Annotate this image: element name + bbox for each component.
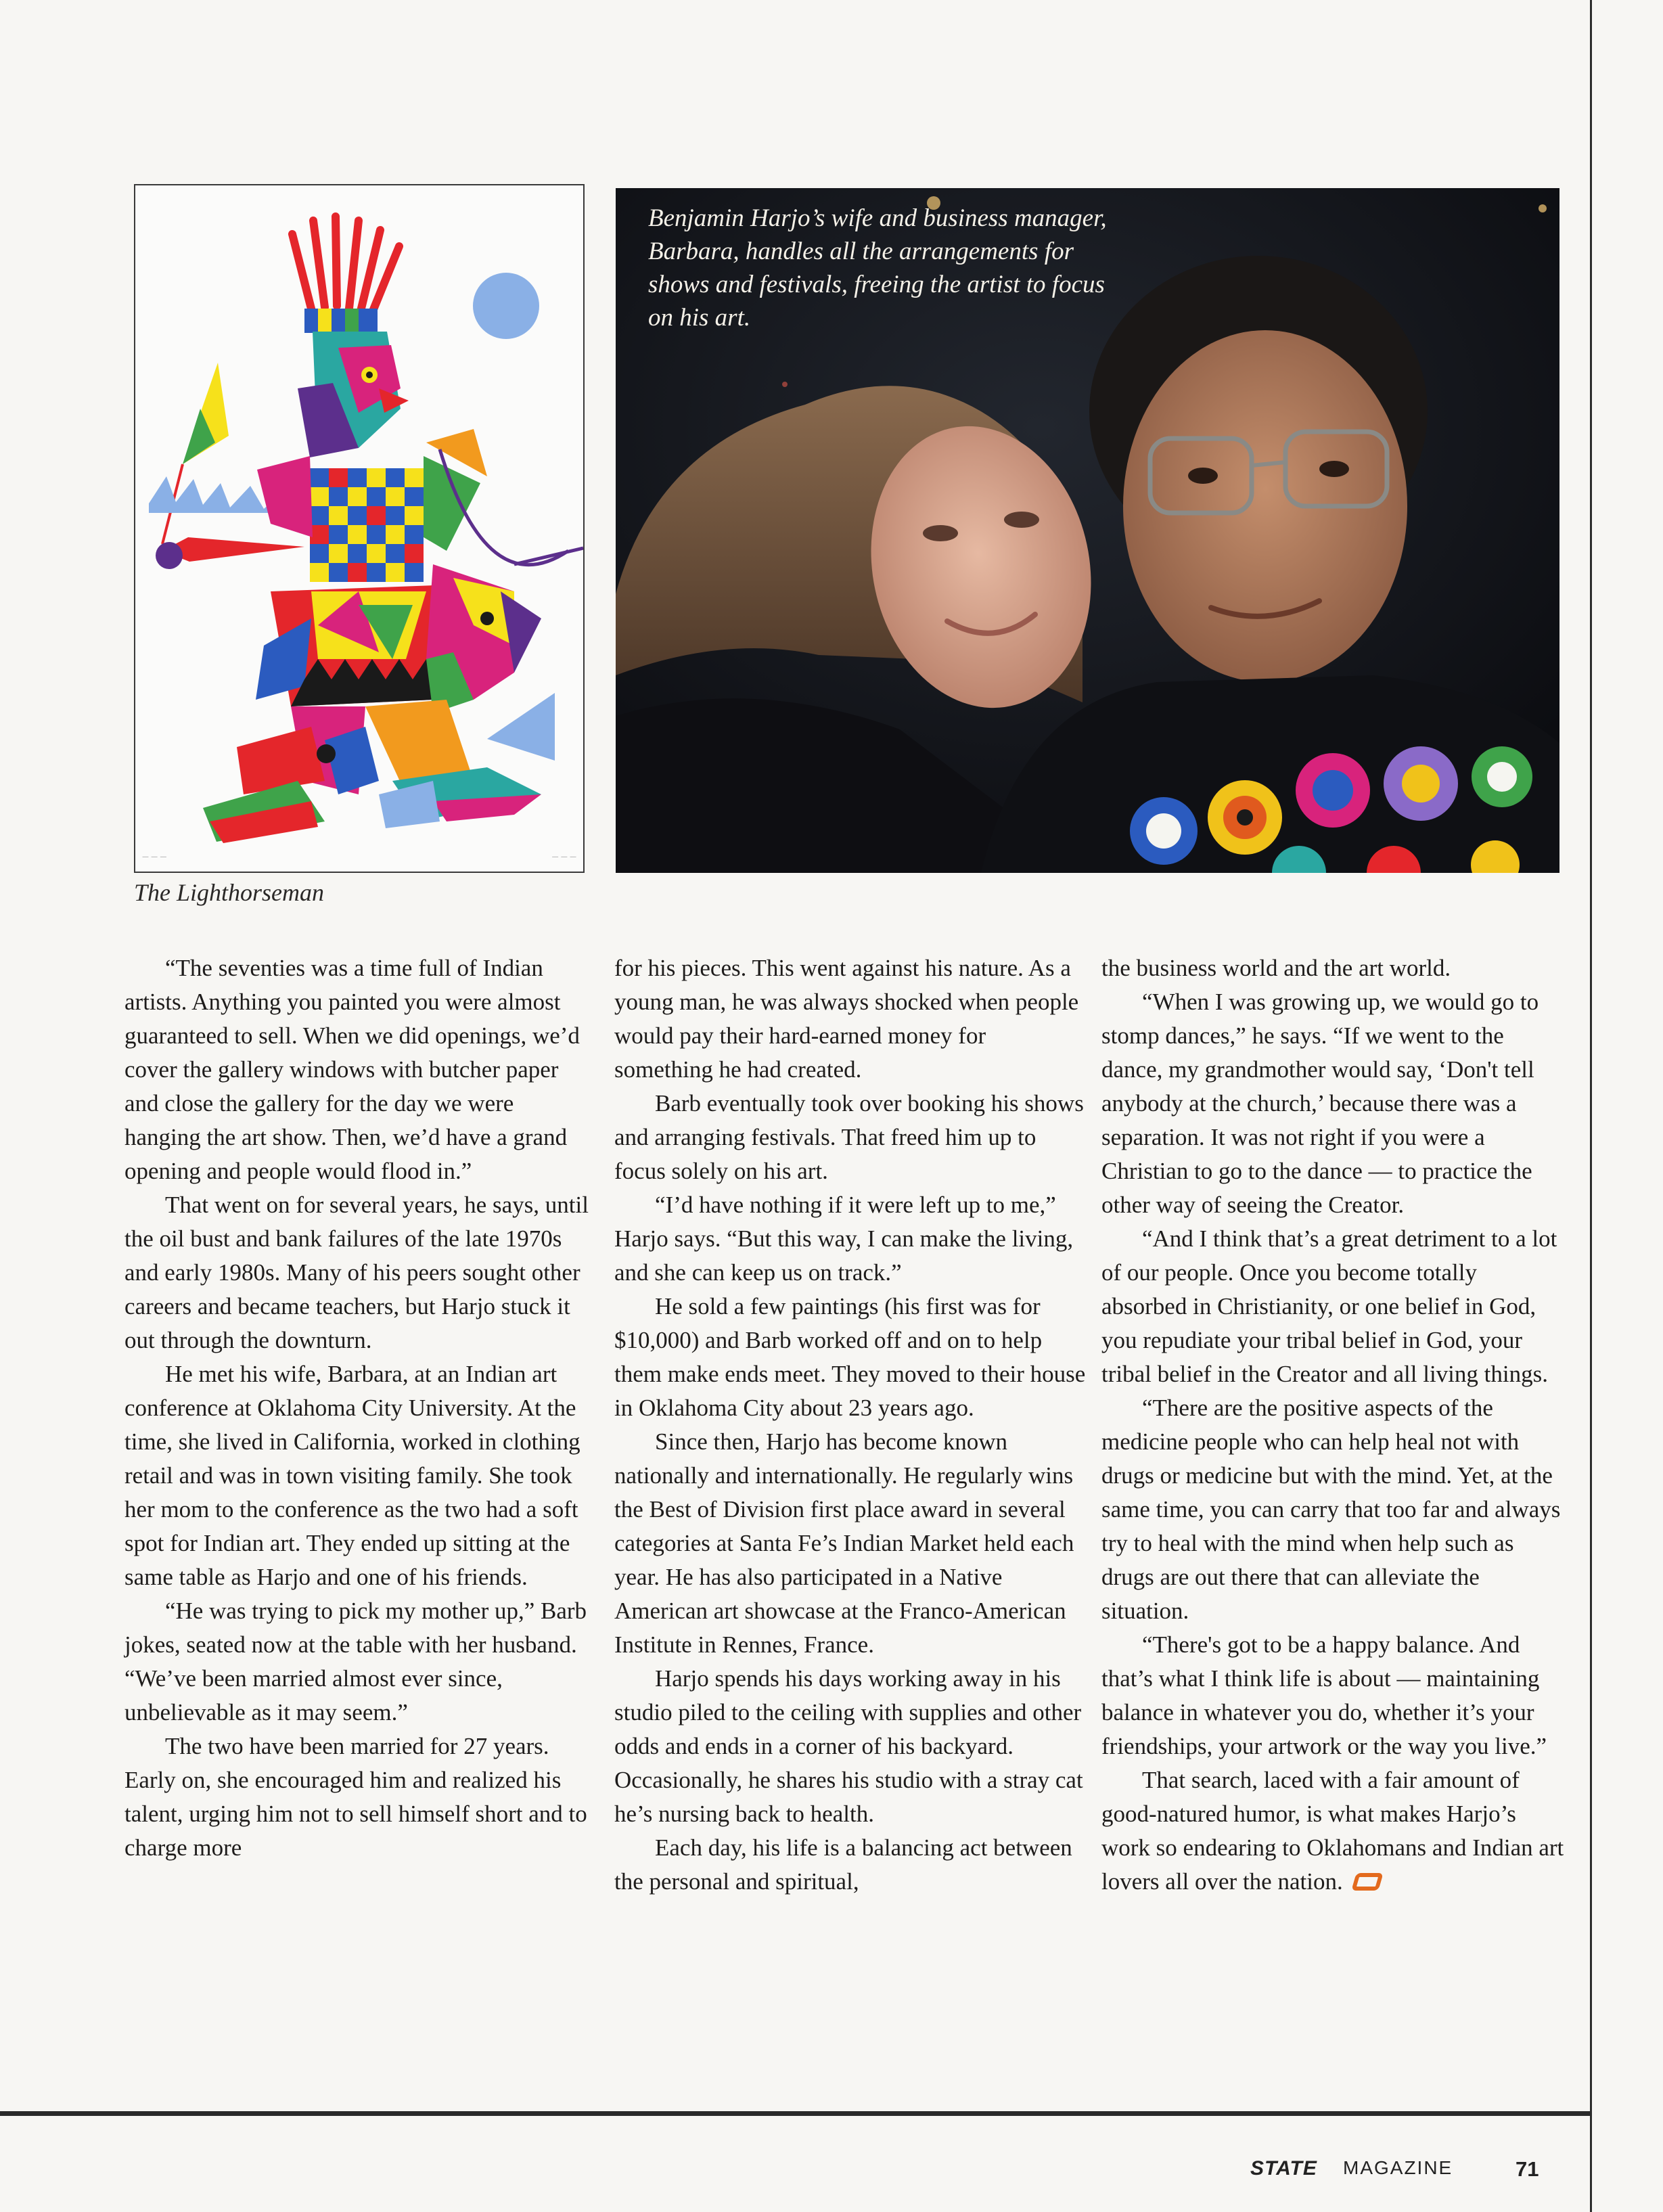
article-paragraph [614,1831,1088,1899]
horse-head-icon [426,564,541,713]
article-paragraph [614,1425,1088,1662]
article-paragraph [1101,951,1568,985]
portrait-photo [616,188,1559,873]
article-column-2 [614,951,1088,1899]
article-paragraph [614,951,1088,1087]
article-paragraph [1101,1763,1568,1899]
article-paragraph [614,1188,1088,1290]
article-paragraph [614,1087,1088,1188]
article-paragraph [124,1357,591,1594]
paragraph-text: The two have been married for 27 years. Early on, she encouraged him and realized his talent, urging him not to sell himself short and to charge more [124,1733,587,1861]
paragraph-text: “There are the positive aspects of the medicine people who can help heal not with drugs or medicine but with the mind. Yet, at the same time, you can carry that too far and always try to heal with the mind when help such as drugs are out there that can alleviate the situation. [1101,1395,1561,1624]
article-paragraph [614,1290,1088,1425]
paragraph-text: Each day, his life is a balancing act between the personal and spiritual, [614,1834,1072,1895]
sun-disc-icon [473,273,539,339]
paragraph-text: He met his wife, Barbara, at an Indian art conference at Oklahoma City University. At the time, she lived in California, worked in clothing retail and was in town visiting family. She took her mom to the conference as the two had a soft spot for Indian art. They ended up sitting at the same table as Harjo and one of his friends. [124,1361,580,1590]
article-paragraph [124,1730,591,1865]
paragraph-text: “And I think that’s a great detriment to a lot of our people. Once you become totally absorbed in Christianity, or one belief in God, you repudiate your tribal belief in God, your tribal belief in the Creator and all living things. [1101,1225,1557,1387]
page-edge-line [1590,0,1592,2212]
paragraph-text: Since then, Harjo has become known nationally and internationally. He regularly wins the Best of Division first place award in several categories at Santa Fe’s Indian Market held each year. He has also participated in a Native American art showcase at the Franco-American Institute in Rennes, France. [614,1428,1074,1658]
page-number: 71 [1516,2157,1539,2181]
magazine-brand: STATE [1250,2157,1317,2180]
artwork-figure [134,184,585,873]
paragraph-text: the business world and the art world. [1101,955,1451,981]
paragraph-text: That search, laced with a fair amount of good-natured humor, is what makes Harjo’s work so endearing to Oklahomans and Indian art lovers all over the nation. [1101,1767,1564,1895]
paragraph-text: That went on for several years, he says, until the oil bust and bank failures of the late 1970s and early 1980s. Many of his peers sought other careers and became teachers, but Harjo stuck it out through the downturn. [124,1192,589,1353]
paragraph-text: He sold a few paintings (his first was for $10,000) and Barb worked off and on to help them make ends meet. They moved to their house in Oklahoma City about 23 years ago. [614,1293,1086,1421]
paragraph-text: “The seventies was a time full of Indian artists. Anything you painted you were almost guaranteed to sell. When we did openings, we’d cover the gallery windows with butcher paper and close the gallery for the day we were hanging the art show. Then, we’d have a grand opening and people would flood in.” [124,955,580,1184]
article-paragraph [124,1594,591,1730]
article-paragraph [1101,985,1568,1222]
magazine-word: MAGAZINE [1343,2157,1453,2178]
article-paragraph [124,951,591,1188]
paragraph-text: for his pieces. This went against his nature. As a young man, he was always shocked when people would pay their hard-earned money for something he had created. [614,955,1079,1083]
paragraph-text: Harjo spends his days working away in his studio piled to the ceiling with supplies and other odds and ends in a corner of his backyard. Occasionally, he shares his studio with a stray cat he’s nursing back to health. [614,1665,1083,1827]
artist-signature: — — — [551,853,576,861]
lighthorseman-painting [135,185,583,872]
paragraph-text: “When I was growing up, we would go to stomp dances,” he says. “If we went to the dance, my grandmother would say, ‘Don't tell anybody at the church,’ because there was a separation. It was not right if you were a Christian to go to the dance — to practice the other way of seeing the Creator. [1101,989,1539,1218]
paragraph-text: “I’d have nothing if it were left up to me,” Harjo says. “But this way, I can make the living, and she can keep us on track.” [614,1192,1074,1286]
footer-rule [0,2111,1590,2116]
article-paragraph [124,1188,591,1357]
article-paragraph [1101,1222,1568,1391]
article-paragraph [1101,1391,1568,1628]
artwork-title-inscription: — — — [142,853,167,861]
article-paragraph [1101,1628,1568,1763]
article-column-3 [1101,951,1568,1899]
end-of-story-icon [1351,1873,1383,1891]
artwork-caption: The Lighthorseman [134,879,325,906]
paragraph-text: “He was trying to pick my mother up,” Barb jokes, seated now at the table with her husband. “We’ve been married almost ever since, unbelievable as it may seem.” [124,1598,587,1725]
photo-caption: Benjamin Harjo’s wife and business manager, Barbara, handles all the arrangements for shows and festivals, freeing the artist to focus on his art. [648,204,1107,332]
paragraph-text: Barb eventually took over booking his shows and arranging festivals. That freed him up to focus solely on his art. [614,1090,1084,1184]
article-column-1 [124,951,591,1865]
triangle-icon [487,693,555,761]
article-paragraph [614,1662,1088,1831]
feather-headdress-icon [292,217,399,319]
paragraph-text: “There's got to be a happy balance. And that’s what I think life is about — maintaining balance in whatever you do, whether it’s your friendships, your artwork or the way you live.” [1101,1631,1547,1759]
